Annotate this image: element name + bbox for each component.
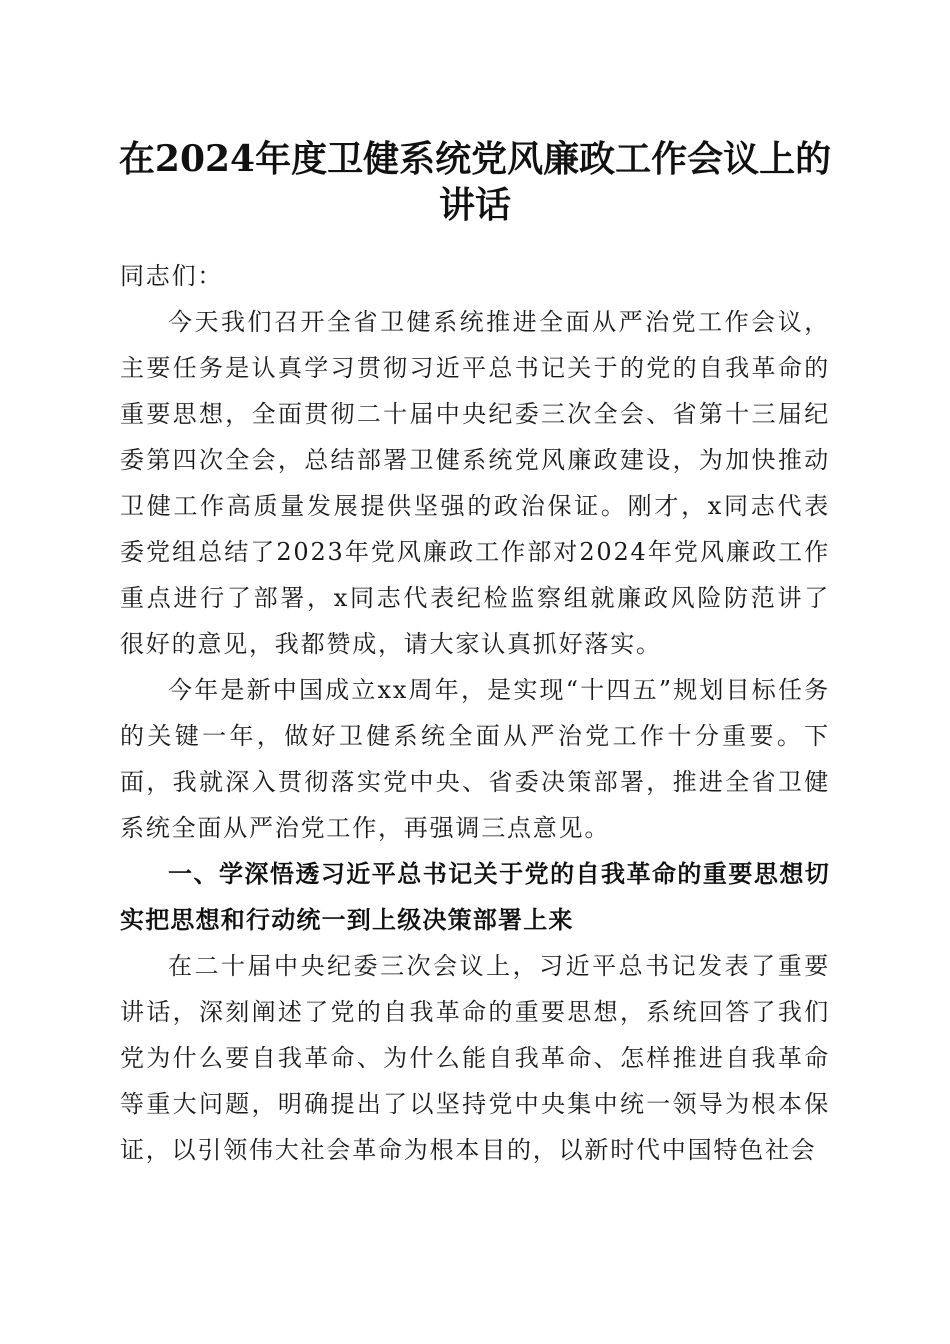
salutation: 同志们：	[120, 262, 224, 290]
document-body	[120, 253, 830, 1173]
section-heading-1: 一、学深悟透习近平总书记关于党的自我革命的重要思想切实把思想和行动统一到上级决策部署上来	[120, 860, 830, 934]
paragraph-context: 今年是新中国成立xx周年，是实现“十四五”规划目标任务的关键一年，做好卫健系统全面从严治党工作十分重要。下面，我就深入贯彻落实党中央、省委决策部署，推进全省卫健系统全面从严治党工作，再强调三点意见。	[120, 676, 830, 842]
paragraph-opening: 今天我们召开全省卫健系统推进全面从严治党工作会议，主要任务是认真学习贯彻习近平总书记关于的党的自我革命的重要思想，全面贯彻二十届中央纪委三次全会、省第十三届纪委第四次全会，总结部署卫健系统党风廉政建设，为加快推动卫健工作高质量发展提供坚强的政治保证。刚才，x同志代表委党组总结了2023年党风廉政工作部对2024年党风廉政工作重点进行了部署，x同志代表纪检监察组就廉政风险防范讲了很好的意见，我都赞成，请大家认真抓好落实。	[120, 308, 830, 658]
title-line-2: 讲话	[438, 184, 511, 226]
paragraph-section-1: 在二十届中央纪委三次会议上，习近平总书记发表了重要讲话，深刻阐述了党的自我革命的重要思想，系统回答了我们党为什么要自我革命、为什么能自我革命、怎样推进自我革命等重大问题，明确提出了以坚持党中央集中统一领导为根本保证，以引领伟大社会革命为根本目的，以新时代中国特色社会	[120, 952, 830, 1164]
document-title	[100, 136, 850, 228]
title-line-1: 在2024年度卫健系统党风廉政工作会议上的	[118, 138, 832, 180]
